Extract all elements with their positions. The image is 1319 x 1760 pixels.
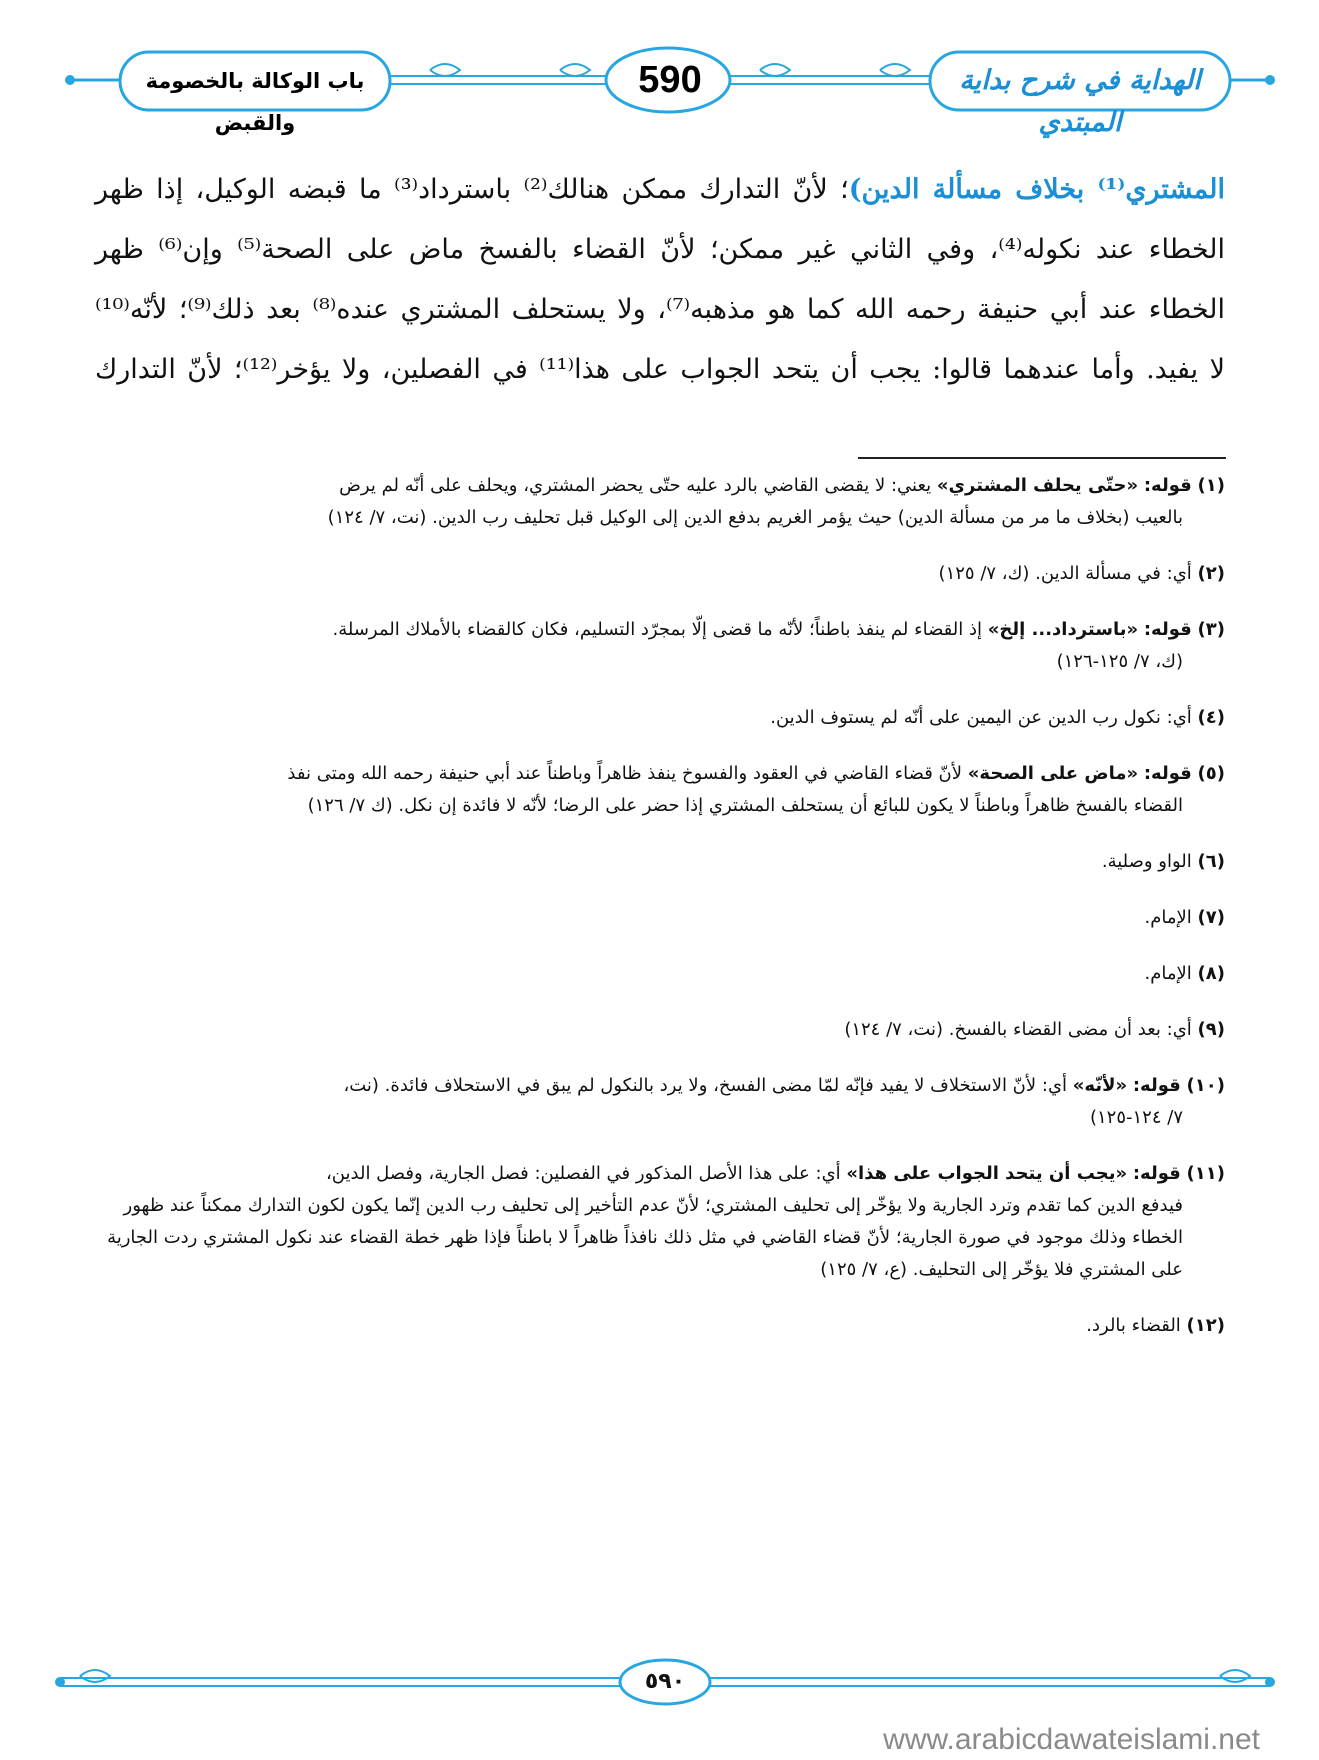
main-line-text: الخطاء عند أبي حنيفة رحمه الله كما هو مذهبه⁽⁷⁾، ولا يستحلف المشتري عنده⁽⁸⁾ بعد ذلك⁽⁹⁾؛ لأنّه⁽¹⁰⁾ xyxy=(95,294,1225,325)
main-line xyxy=(95,160,1225,220)
footnote-number: (٥) xyxy=(1197,763,1225,784)
footnote-number: (٣) xyxy=(1197,619,1225,640)
footnote-text: يعني: لا يقضى القاضي بالرد عليه حتّى يحضر المشتري، ويحلف على أنّه لم يرض xyxy=(339,475,932,496)
footnote xyxy=(95,614,1225,678)
footnote-continuation: (ك، ٧/ ١٢٥-١٢٦) xyxy=(1056,651,1183,672)
header-page-number: 590 xyxy=(638,59,702,101)
footnote-number: (١٠) xyxy=(1186,1075,1225,1096)
footnote-text: أي: على هذا الأصل المذكور في الفصلين: فصل الجارية، وفصل الدين، xyxy=(326,1163,841,1184)
footnote-continuation: فيدفع الدين كما تقدم وترد الجارية ولا يؤخّر إلى تحليف المشتري؛ لأنّ عدم التأخير إلى تحليف رب الدين إنّما يكون لكون التدارك ممكناً عند ظهور الخطاء وذلك موجود في صورة الجارية؛ لأنّ قضاء القاضي في مثل ذلك نافذاً ظاهراً لا باطناً فإذا ظهر خطة القضاء عند نكول المشتري ردت الجارية على المشتري فلا يؤخّر إلى التحليف. (ع، ٧/ ١٢٥) xyxy=(107,1195,1183,1280)
footnote xyxy=(95,1070,1225,1134)
footnote-quote: «يجب أن يتحد الجواب على هذا» xyxy=(846,1163,1128,1184)
main-text xyxy=(95,160,1225,400)
footnote-text: الإمام. xyxy=(1144,963,1192,984)
main-line-text: الخطاء عند نكوله⁽⁴⁾، وفي الثاني غير ممكن؛ لأنّ القضاء بالفسخ ماض على الصحة⁽⁵⁾ وإن⁽⁶⁾ ظهر xyxy=(95,234,1225,265)
chapter-title: باب الوكالة بالخصومة والقبض xyxy=(145,69,365,135)
footnote-lead: قوله: xyxy=(1143,763,1192,784)
footnote-number: (١٢) xyxy=(1186,1315,1225,1336)
footnote xyxy=(95,702,1225,734)
footnote-lead: قوله: xyxy=(1132,1163,1181,1184)
footnote-text: أي: بعد أن مضى القضاء بالفسخ. (نت، ٧/ ١٢٤) xyxy=(844,1019,1192,1040)
footnote xyxy=(95,558,1225,590)
footnote-text: أي: لأنّ الاستخلاف لا يفيد فإنّه لمّا مضى الفسخ، ولا يرد بالنكول لم يبق في الاستحلاف فائدة. (نت، xyxy=(343,1075,1068,1096)
footnote-text: الواو وصلية. xyxy=(1101,851,1192,872)
footnote-divider xyxy=(858,457,1226,459)
footnote-number: (٧) xyxy=(1197,907,1225,928)
footnote-text: أي: نكول رب الدين عن اليمين على أنّه لم يستوف الدين. xyxy=(770,707,1192,728)
footnote-lead: قوله: xyxy=(1143,619,1192,640)
footnote-quote: «باسترداد... إلخ» xyxy=(987,619,1139,640)
page-footer xyxy=(0,1640,1319,1760)
footnote-text: الإمام. xyxy=(1144,907,1192,928)
footnote-text: إذ القضاء لم ينفذ باطناً؛ لأنّه ما قضى إلّا بمجرّد التسليم، فكان كالقضاء بالأملاك المرسلة. xyxy=(332,619,983,640)
footnote-text: لأنّ قضاء القاضي في العقود والفسوخ ينفذ ظاهراً وباطناً عند أبي حنيفة رحمه الله ومتى نفذ xyxy=(287,763,963,784)
footnote-number: (٨) xyxy=(1197,963,1225,984)
main-line-lead: المشتري⁽¹⁾ بخلاف مسألة الدين) xyxy=(848,174,1225,205)
main-line xyxy=(95,220,1225,280)
footnote-number: (٦) xyxy=(1197,851,1225,872)
footnote xyxy=(95,902,1225,934)
footnotes xyxy=(95,470,1225,1366)
footnote-text: القضاء بالرد. xyxy=(1086,1315,1181,1336)
footnote-number: (٩) xyxy=(1197,1019,1225,1040)
footnote-quote: «ماض على الصحة» xyxy=(967,763,1139,784)
footnote xyxy=(95,1158,1225,1286)
footnote-number: (١١) xyxy=(1186,1163,1225,1184)
main-line-text: ؛ لأنّ التدارك ممكن هنالك⁽²⁾ باسترداد⁽³⁾ ما قبضه الوكيل، إذا ظهر xyxy=(95,174,849,205)
footnote xyxy=(95,1014,1225,1046)
page-header xyxy=(0,0,1319,160)
footnote-quote: «لأنّه» xyxy=(1072,1075,1128,1096)
footnote-continuation: بالعيب (بخلاف ما مر من مسألة الدين) حيث يؤمر الغريم بدفع الدين إلى الوكيل قبل تحليف رب الدين. (نت، ٧/ ١٢٤) xyxy=(327,507,1183,528)
footnote-continuation: القضاء بالفسخ ظاهراً وباطناً لا يكون للبائع أن يستحلف المشتري إذا حضر على الرضا؛ لأنّه لا فائدة إن نكل. (ك ٧/ ١٢٦) xyxy=(307,795,1183,816)
footnote xyxy=(95,1310,1225,1342)
footnote-number: (٢) xyxy=(1197,563,1225,584)
footnote-text: أي: في مسألة الدين. (ك، ٧/ ١٢٥) xyxy=(938,563,1192,584)
website-watermark: www.arabicdawateislami.net xyxy=(883,1723,1260,1756)
footnote-number: (١) xyxy=(1197,475,1225,496)
footnote xyxy=(95,758,1225,822)
footnote-quote: «حتّى يحلف المشتري» xyxy=(936,475,1139,496)
main-line-text: لا يفيد. وأما عندهما قالوا: يجب أن يتحد الجواب على هذا⁽¹¹⁾ في الفصلين، ولا يؤخر⁽¹²⁾؛ لأنّ التدارك xyxy=(95,354,1225,385)
footnote-lead: قوله: xyxy=(1132,1075,1181,1096)
footnote-number: (٤) xyxy=(1197,707,1225,728)
footnote xyxy=(95,846,1225,878)
main-line xyxy=(95,340,1225,400)
footnote-lead: قوله: xyxy=(1143,475,1192,496)
footnote-continuation: ٧/ ١٢٤-١٢٥) xyxy=(1089,1107,1183,1128)
book-title: الهداية في شرح بداية المبتدي xyxy=(959,65,1201,138)
main-line xyxy=(95,280,1225,340)
footer-page-number: ٥٩٠ xyxy=(644,1669,686,1694)
footnote xyxy=(95,470,1225,534)
footnote xyxy=(95,958,1225,990)
